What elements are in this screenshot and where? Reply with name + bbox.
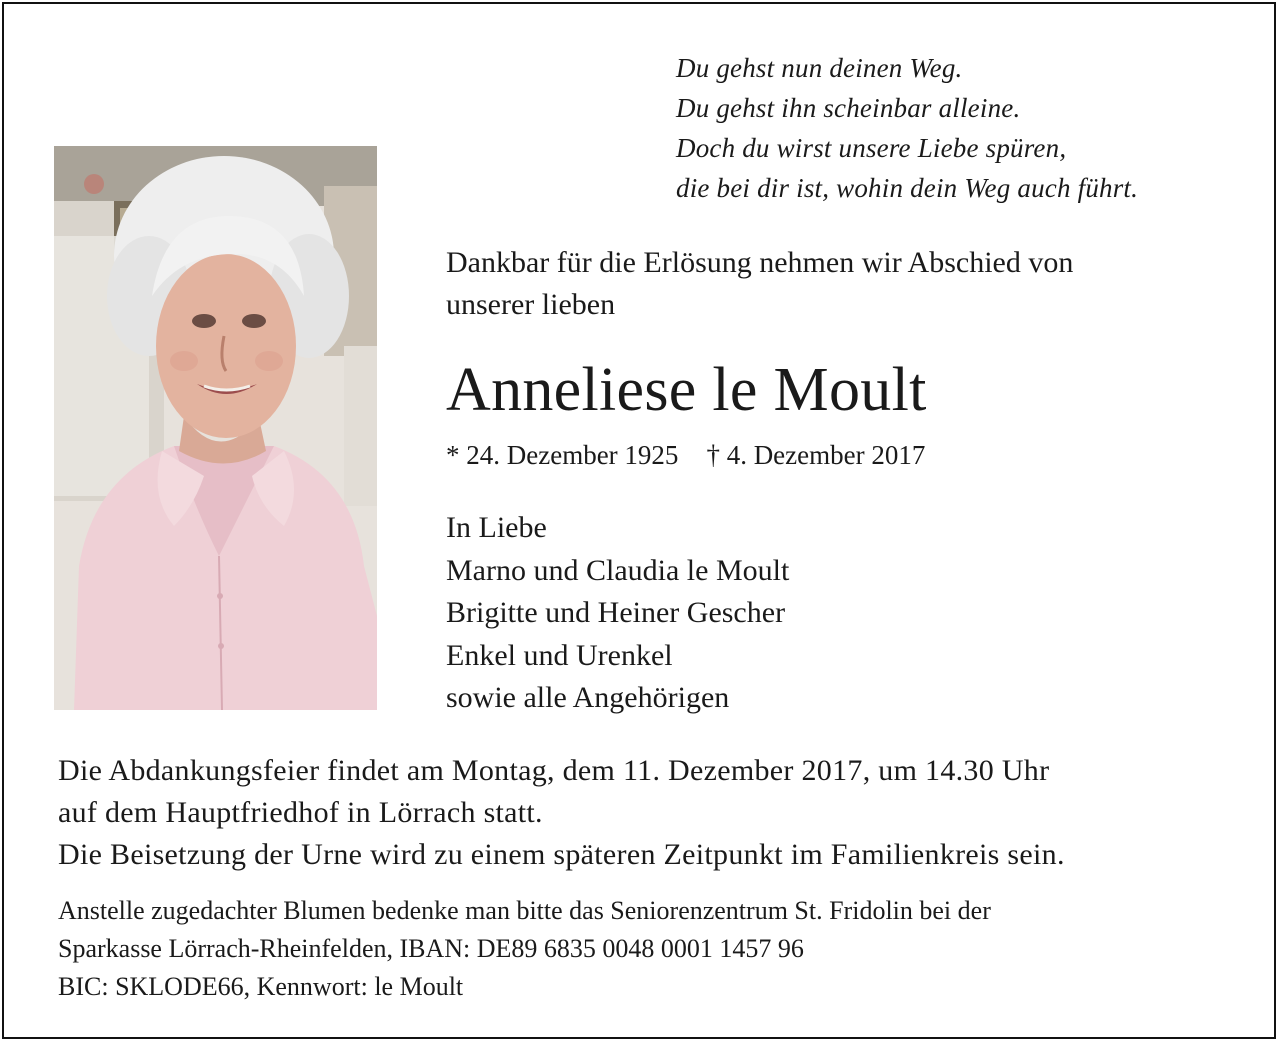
death-date: † 4. Dezember 2017 (706, 440, 926, 470)
intro-text (446, 242, 1073, 326)
mourner-line: sowie alle Angehörigen (446, 681, 730, 714)
donation-line: Sparkasse Lörrach-Rheinfelden, IBAN: DE89 6835 0048 0001 1457 96 (58, 934, 804, 963)
donation-info (58, 892, 991, 1006)
birth-date: * 24. Dezember 1925 (446, 440, 679, 470)
poem-line: die bei dir ist, wohin dein Weg auch führt. (676, 173, 1139, 203)
obituary-notice (2, 2, 1276, 1039)
poem (676, 48, 1138, 208)
service-line: Die Abdankungsfeier findet am Montag, dem 11. Dezember 2017, um 14.30 Uhr (58, 754, 1050, 787)
service-details (58, 750, 1065, 876)
poem-line: Du gehst nun deinen Weg. (676, 53, 963, 83)
service-line: Die Beisetzung der Urne wird zu einem späteren Zeitpunkt im Familienkreis sein. (58, 838, 1065, 871)
intro-line: Dankbar für die Erlösung nehmen wir Abschied von (446, 246, 1074, 279)
mourner-line: In Liebe (446, 511, 547, 544)
donation-line: Anstelle zugedachter Blumen bedenke man bitte das Seniorenzentrum St. Fridolin bei der (58, 896, 991, 925)
mourner-line: Enkel und Urenkel (446, 638, 673, 672)
portrait-photo (54, 146, 377, 710)
life-dates (446, 436, 925, 474)
deceased-name: Anneliese le Moult (446, 356, 927, 424)
donation-line: BIC: SKLODE66, Kennwort: le Moult (58, 972, 464, 1001)
poem-line: Doch du wirst unsere Liebe spüren, (676, 133, 1067, 163)
mourner-line: Brigitte und Heiner Gescher (446, 596, 786, 629)
intro-line: unserer lieben (446, 288, 616, 321)
mourners-list (446, 507, 789, 720)
mourner-line: Marno und Claudia le Moult (446, 553, 790, 587)
poem-line: Du gehst ihn scheinbar alleine. (676, 93, 1021, 123)
service-line: auf dem Hauptfriedhof in Lörrach statt. (58, 796, 543, 829)
portrait-illustration (54, 146, 377, 710)
